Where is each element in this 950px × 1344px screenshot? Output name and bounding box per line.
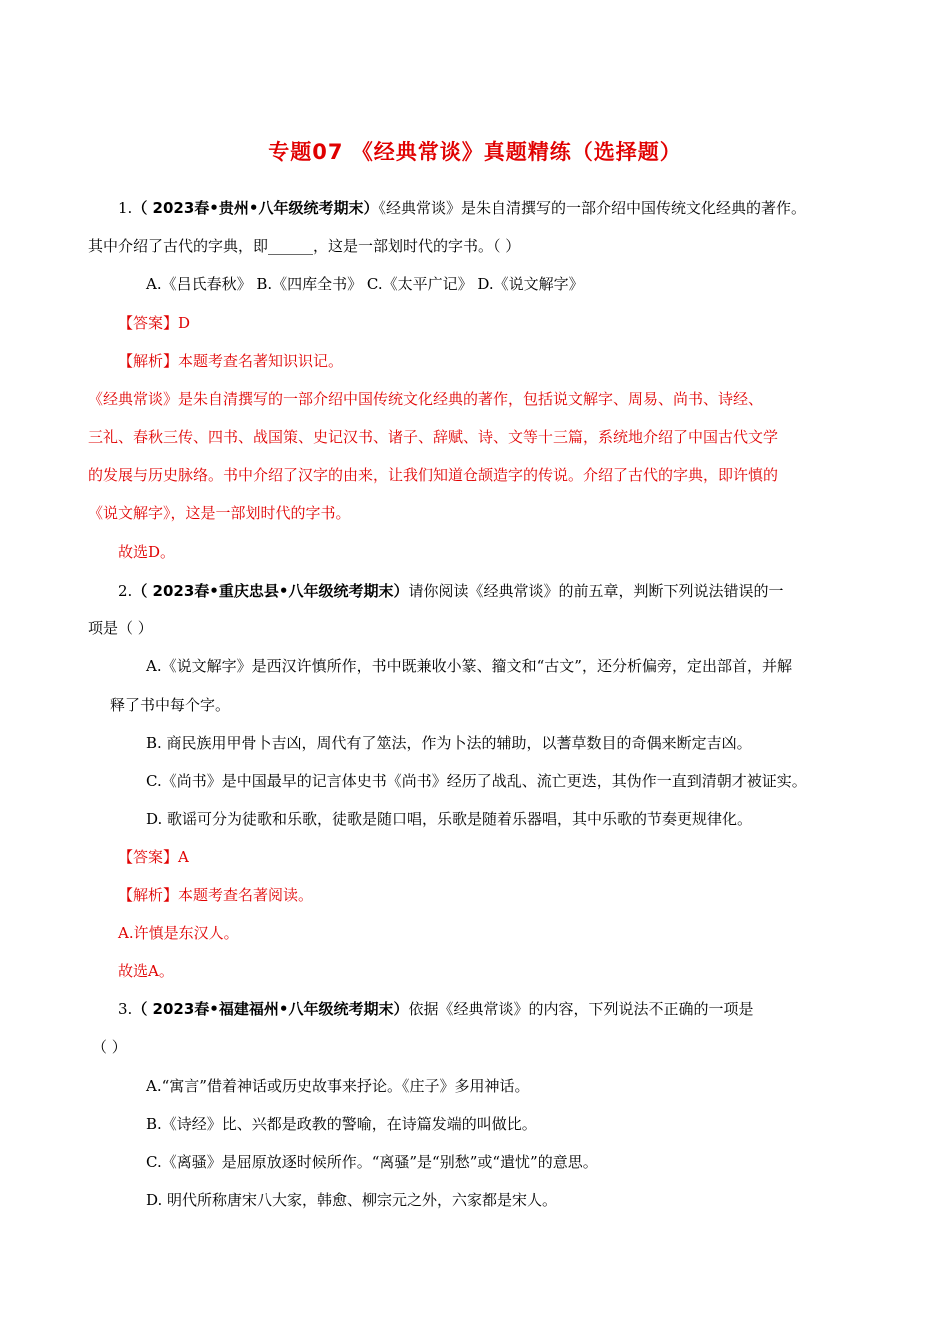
q1-detail-line3: 的发展与历史脉络。书中介绍了汉字的由来，让我们知道仓颉造字的传说。介绍了古代的字典，即许慎的 xyxy=(88,466,779,484)
q3-number: 3. xyxy=(118,1000,133,1018)
q2-option-a-line2: 释了书中每个字。 xyxy=(110,696,231,714)
q2-analysis-label: 【解析】 xyxy=(118,886,179,904)
q3-option-a: A.“寓言”借着神话或历史故事来抒论。《庄子》多用神话。 xyxy=(146,1077,530,1095)
q1-analysis-label: 【解析】 xyxy=(118,352,179,370)
q3-stem-line2: （ ） xyxy=(92,1038,127,1056)
q2-stem-line2: 项是（ ） xyxy=(88,619,153,637)
page-title: 专题07 《经典常谈》真题精练（选择题） xyxy=(268,140,682,164)
q3-option-d: D. 明代所称唐宋八大家，韩愈、柳宗元之外，六家都是宋人。 xyxy=(146,1191,558,1209)
q1-answer: 【答案】D xyxy=(118,314,191,332)
q1-source: （ 2023春•贵州•八年级统考期末） xyxy=(132,199,379,217)
q3-stem-text: 依据《经典常谈》的内容，下列说法不正确的一项是 xyxy=(408,1000,754,1018)
q2-analysis-text: 本题考查名著阅读。 xyxy=(178,886,314,904)
q1-analysis-text: 本题考查名著知识识记。 xyxy=(178,352,344,370)
q1-stem-line2: 其中介绍了古代的字典，即______，这是一部划时代的字书。（ ） xyxy=(88,237,521,255)
q3-stem-line1 xyxy=(118,998,753,1020)
q2-detail-line1: A.许慎是东汉人。 xyxy=(118,924,239,942)
q1-analysis xyxy=(118,350,343,372)
q2-stem-line1 xyxy=(118,580,783,602)
q1-options: A.《吕氏春秋》 B.《四库全书》 C.《太平广记》 D.《说文解字》 xyxy=(146,275,584,293)
q3-source: （ 2023春•福建福州•八年级统考期末） xyxy=(132,1000,409,1018)
q1-detail-line4: 《说文解字》，这是一部划时代的字书。 xyxy=(88,504,351,522)
q2-option-a-line1: A.《说文解字》是西汉许慎所作，书中既兼收小篆、籀文和“古文”，还分析偏旁，定出部首，并解 xyxy=(146,657,792,675)
q2-option-b: B. 商民族用甲骨卜吉凶，周代有了筮法，作为卜法的辅助，以蓍草数目的奇偶来断定吉凶。 xyxy=(146,734,752,752)
q1-stem-line1 xyxy=(118,197,806,219)
q3-option-b: B.《诗经》比、兴都是政教的警喻，在诗篇发端的叫做比。 xyxy=(146,1115,537,1133)
q2-answer: 【答案】A xyxy=(118,848,189,866)
q2-number: 2. xyxy=(118,582,133,600)
q1-stem-text: 《经典常谈》是朱自清撰写的一部介绍中国传统文化经典的著作。 xyxy=(378,199,806,217)
q1-number: 1. xyxy=(118,199,133,217)
q2-stem-text: 请你阅读《经典常谈》的前五章，判断下列说法错误的一 xyxy=(408,582,784,600)
q2-option-d: D. 歌谣可分为徒歌和乐歌，徒歌是随口唱，乐歌是随着乐器唱，其中乐歌的节奏更规律化。 xyxy=(146,810,753,828)
q2-analysis xyxy=(118,884,313,906)
q2-conclusion: 故选A。 xyxy=(118,962,174,980)
q2-option-c: C.《尚书》是中国最早的记言体史书《尚书》经历了战乱、流亡更迭，其伪作一直到清朝才被证实。 xyxy=(146,772,807,790)
q2-source: （ 2023春•重庆忠县•八年级统考期末） xyxy=(132,582,409,600)
q1-detail-line2: 三礼、春秋三传、四书、战国策、史记汉书、诸子、辞赋、诗、文等十三篇，系统地介绍了中国古代文学 xyxy=(88,428,779,446)
q1-conclusion: 故选D。 xyxy=(118,543,176,561)
q1-detail-line1: 《经典常谈》是朱自清撰写的一部介绍中国传统文化经典的著作，包括说文解字、周易、尚书、诗经、 xyxy=(88,390,764,408)
q3-option-c: C.《离骚》是屈原放逐时候所作。“离骚”是“别愁”或“遣忧”的意思。 xyxy=(146,1153,598,1171)
